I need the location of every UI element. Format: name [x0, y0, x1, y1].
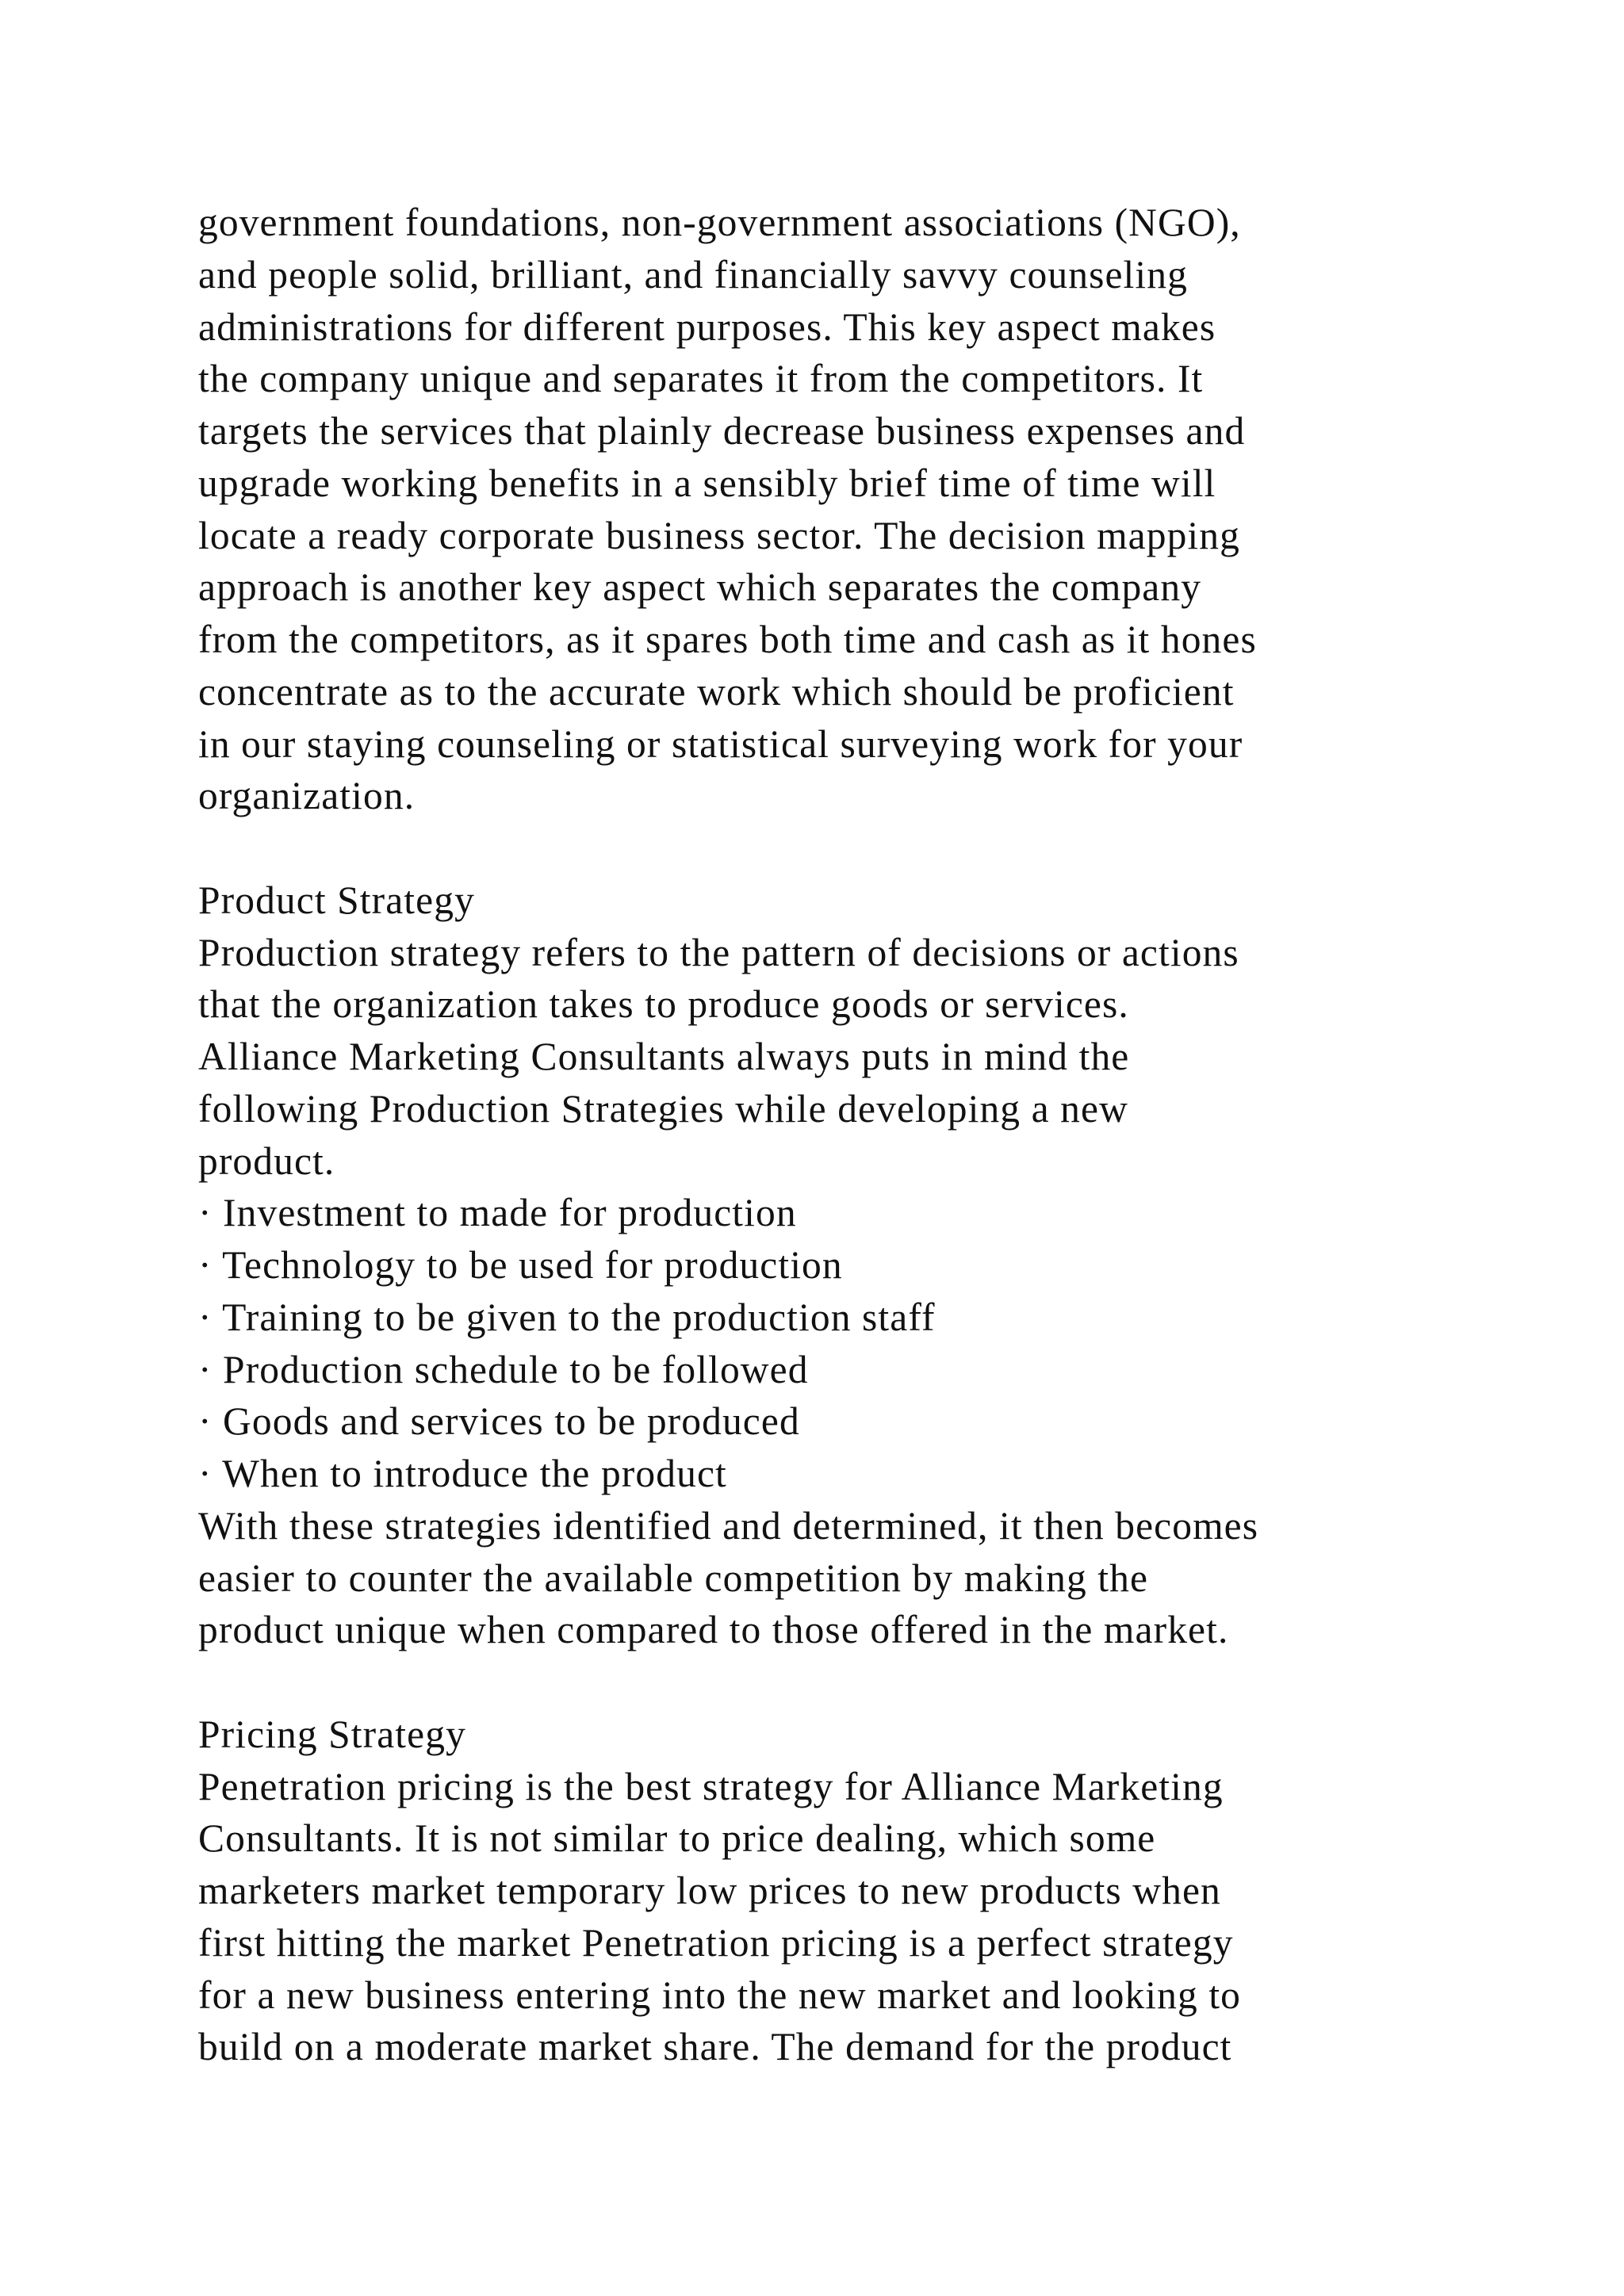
paragraph-gap: [198, 1656, 1499, 1709]
intro-line: administrations for different purposes. This key aspect makes: [198, 304, 1216, 349]
pricing-strategy-heading: Pricing Strategy: [198, 1712, 466, 1756]
document-body: [198, 197, 1499, 2073]
product-strategy-line: Production strategy refers to the pattern of decisions or actions: [198, 930, 1239, 974]
bullet-item: · Investment to made for production: [198, 1191, 797, 1235]
intro-line: government foundations, non-government associations (NGO),: [198, 201, 1241, 244]
intro-line: the company unique and separates it from the competitors. It: [198, 357, 1204, 401]
pricing-strategy-line: for a new business entering into the new market and looking to: [198, 1973, 1242, 2017]
pricing-strategy-line: Consultants. It is not similar to price dealing, which some: [198, 1816, 1156, 1861]
intro-line: from the competitors, as it spares both time and cash as it hones: [198, 618, 1257, 661]
bullet-item: · Training to be given to the production staff: [198, 1295, 936, 1339]
product-strategy-line: Alliance Marketing Consultants always puts in mind the: [198, 1035, 1130, 1078]
product-strategy-line: that the organization takes to produce goods or services.: [198, 982, 1129, 1027]
intro-line: in our staying counseling or statistical surveying work for your: [198, 721, 1243, 766]
pricing-strategy-line: first hitting the market Penetration pricing is a perfect strategy: [198, 1920, 1234, 1965]
bullet-item: · Technology to be used for production: [198, 1243, 843, 1287]
intro-line: and people solid, brilliant, and financially savvy counseling: [198, 252, 1188, 297]
product-strategy-closing-line: product unique when compared to those offered in the market.: [198, 1608, 1229, 1652]
pricing-strategy-line: build on a moderate market share. The demand for the product: [198, 2025, 1232, 2069]
intro-line: organization.: [198, 774, 416, 818]
paragraph-gap: [198, 822, 1499, 874]
product-strategy-closing-line: easier to counter the available competition by making the: [198, 1556, 1149, 1600]
bullet-item: · When to introduce the product: [198, 1452, 727, 1495]
intro-line: approach is another key aspect which separates the company: [198, 565, 1202, 610]
product-strategy-heading: Product Strategy: [198, 878, 475, 922]
product-strategy-line: product.: [198, 1138, 335, 1183]
bullet-item: · Goods and services to be produced: [198, 1399, 800, 1444]
pricing-strategy-line: Penetration pricing is the best strategy for Alliance Marketing: [198, 1764, 1224, 1808]
intro-line: locate a ready corporate business sector. The decision mapping: [198, 513, 1240, 557]
intro-line: targets the services that plainly decrease business expenses and: [198, 409, 1246, 453]
product-strategy-line: following Production Strategies while developing a new: [198, 1086, 1128, 1131]
bullet-item: · Production schedule to be followed: [198, 1347, 809, 1391]
intro-line: upgrade working benefits in a sensibly brief time of time will: [198, 461, 1216, 505]
product-strategy-closing-line: With these strategies identified and determined, it then becomes: [198, 1503, 1259, 1548]
pricing-strategy-line: marketers market temporary low prices to new products when: [198, 1869, 1221, 1912]
intro-line: concentrate as to the accurate work which should be proficient: [198, 669, 1235, 714]
